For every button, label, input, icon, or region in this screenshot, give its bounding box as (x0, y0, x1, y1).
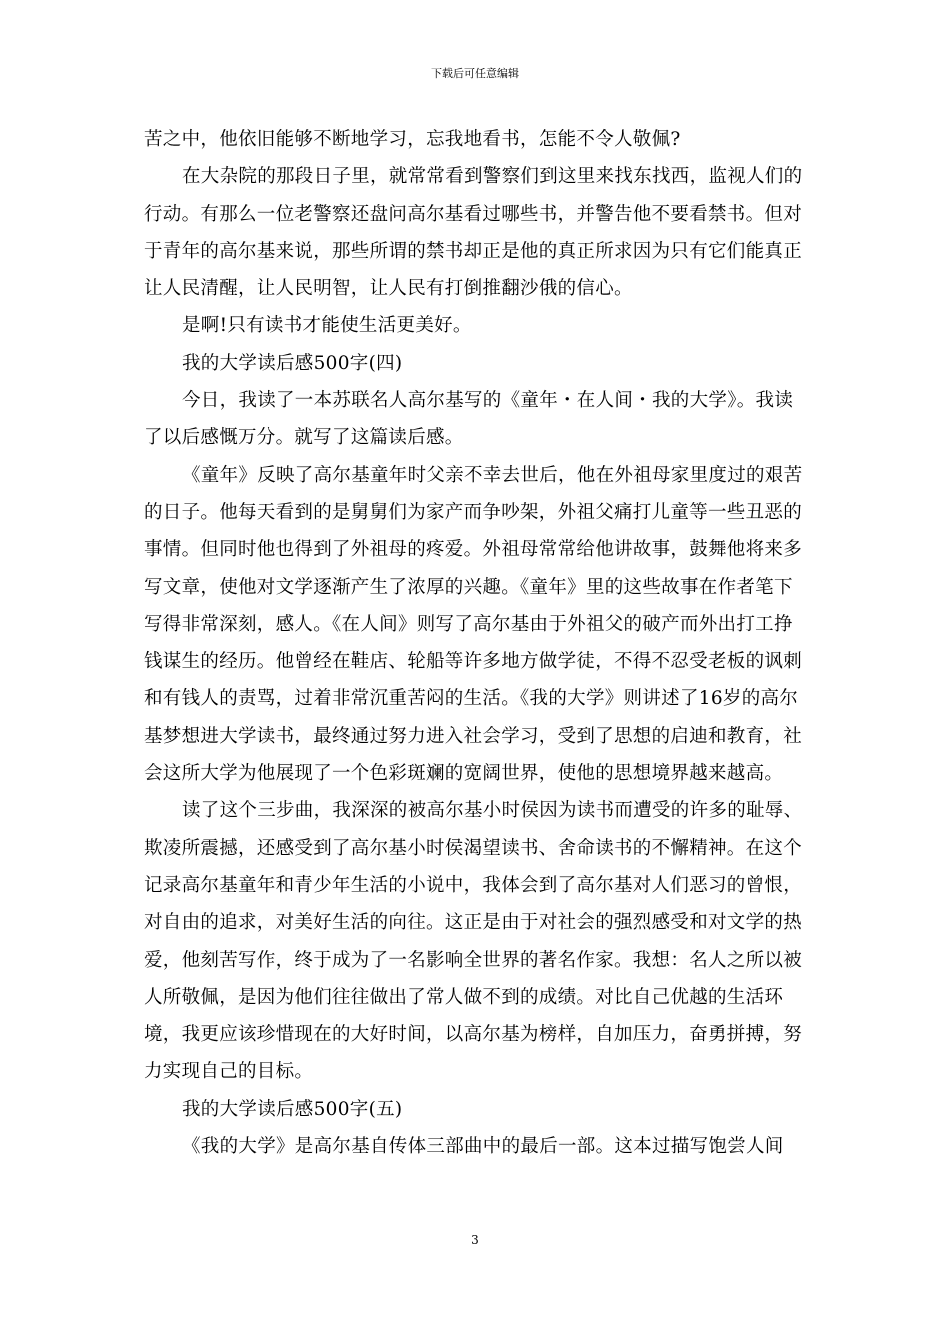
paragraph: 读了这个三步曲，我深深的被高尔基小时侯因为读书而遭受的许多的耻辱、欺凌所震撼，还感受到了高尔基小时侯渴望读书、舍命读书的不懈精神。在这个记录高尔基童年和青少年生活的小说中，我体会到了高尔基对人们恶习的曾恨，对自由的追求，对美好生活的向往。这正是由于对社会的强烈感受和对文学的热爱，他刻苦写作，终于成为了一名影响全世界的著名作家。我想：名人之所以被人所敬佩，是因为他们往往做出了常人做不到的成绩。对比自己优越的生活环境，我更应该珍惜现在的大好时间，以高尔基为榜样，自加压力，奋勇拼搏，努力实现自己的目标。 (144, 800, 803, 1083)
paragraph: 苦之中，他依旧能够不断地学习，忘我地看书，怎能不令人敬佩? (144, 129, 681, 150)
paragraph: 是啊!只有读书才能使生活更美好。 (182, 315, 472, 337)
paragraph: 《童年》反映了高尔基童年时父亲不幸去世后，他在外祖母家里度过的艰苦的日子。他每天看到的是舅舅们为家产而争吵架，外祖父痛打儿童等一些丑恶的事情。但同时他也得到了外祖母的疼爱。外祖母常常给他讲故事，鼓舞他将来多写文章，使他对文学逐渐产生了浓厚的兴趣。《童年》里的这些故事在作者笔下写得非常深刻，感人。《在人间》则写了高尔基由于外祖父的破产而外出打工挣钱谋生的经历。他曾经在鞋店、轮船等许多地方做学徒，不得不忍受老板的讽刺和有钱人的责骂，过着非常沉重苦闷的生活。《我的大学》则讲述了16岁的高尔基梦想进大学读书，最终通过努力进入社会学习，受到了思想的启迪和教育，社会这所大学为他展现了一个色彩斑斓的宽阔世界，使他的思想境界越来越高。 (144, 464, 803, 785)
paragraph: 《我的大学》是高尔基自传体三部曲中的最后一部。这本过描写饱尝人间 (182, 1136, 784, 1158)
page-header: 下载后可任意编辑 (431, 67, 519, 80)
document-body (144, 121, 808, 1165)
section-heading: 我的大学读后感500字(五) (182, 1098, 403, 1120)
page-number: 3 (471, 1233, 479, 1247)
paragraph: 在大杂院的那段日子里，就常常看到警察们到这里来找东找西，监视人们的行动。有那么一位老警察还盘问高尔基看过哪些书，并警告他不要看禁书。但对于青年的高尔基来说，那些所谓的禁书却正是他的真正所求因为只有它们能真正让人民清醒，让人民明智，让人民有打倒推翻沙俄的信心。 (144, 166, 803, 300)
section-heading: 我的大学读后感500字(四) (182, 352, 403, 374)
paragraph: 今日，我读了一本苏联名人高尔基写的《童年・在人间・我的大学》。我读了以后感慨万分。就写了这篇读后感。 (144, 390, 794, 449)
